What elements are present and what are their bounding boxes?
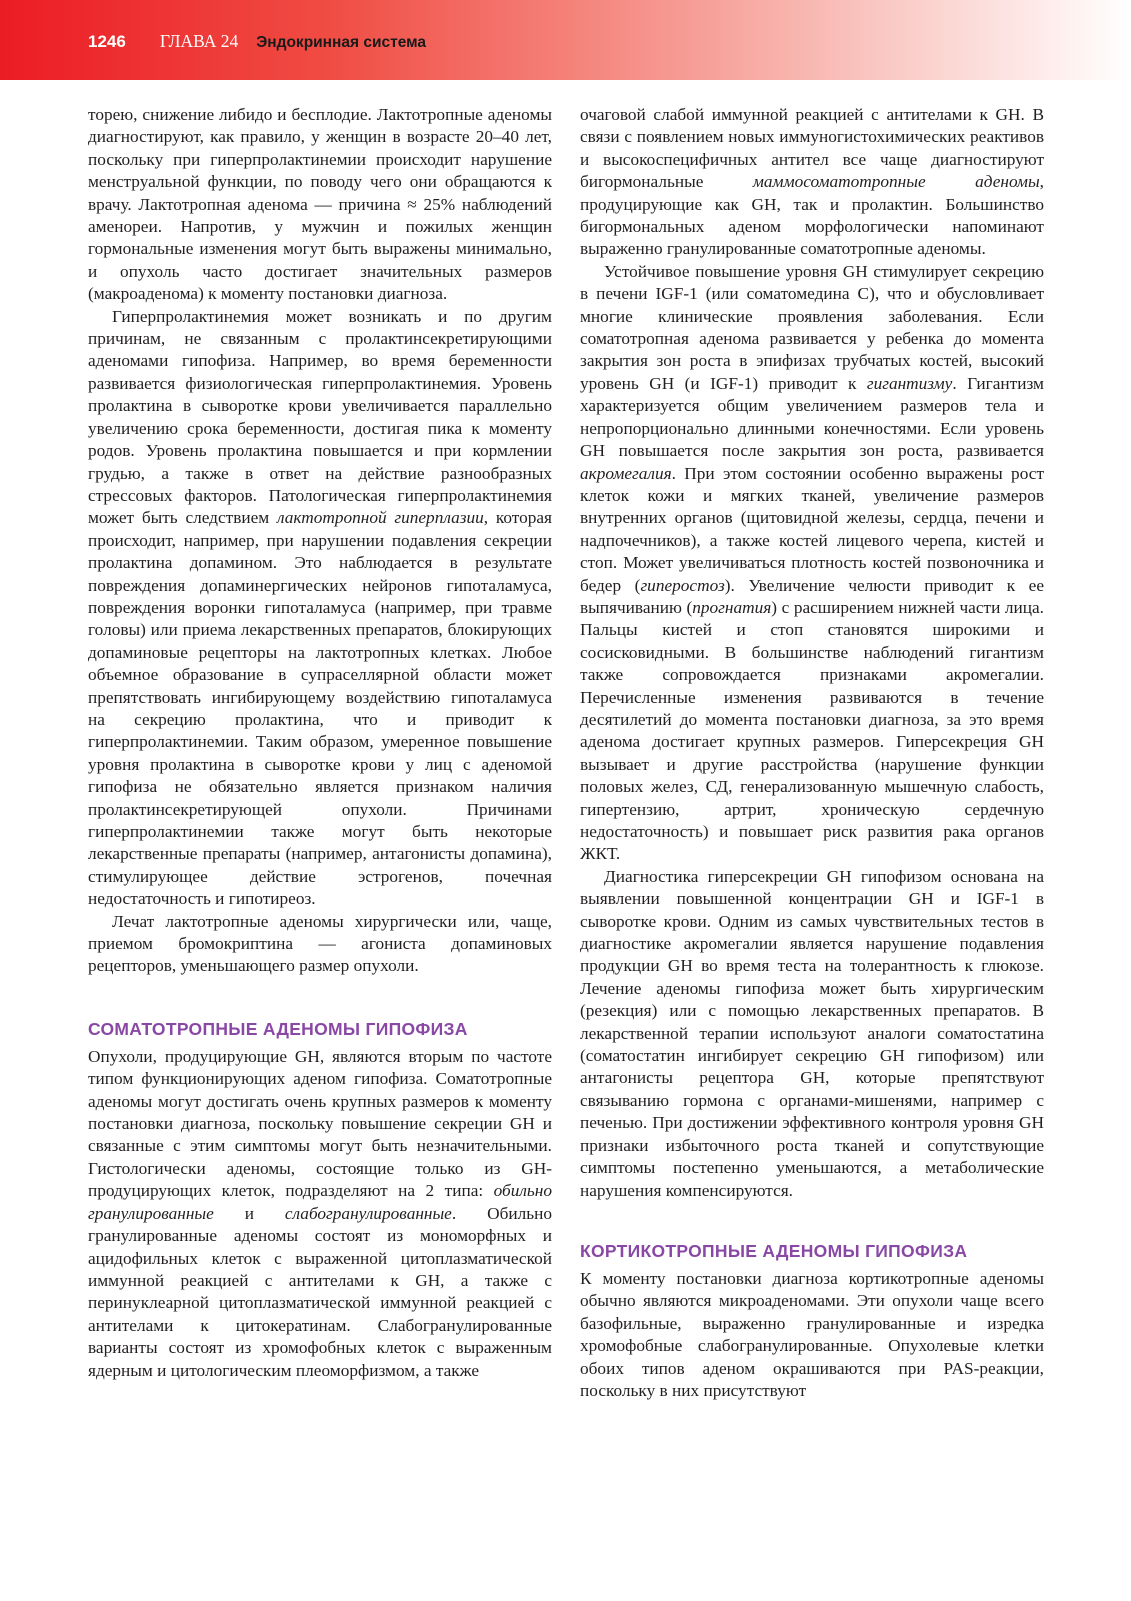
paragraph: К моменту постановки диагноза кортикотропные аденомы обычно являются микроаденомами. Эти опухоли чаще всего базофильные, выраженно гранулированные и изредка хромофобные слабогранулированные. Опухолевые клетки обоих типов аденом окрашиваются при PAS-реакции, поскольку в них присутствуют (580, 1268, 1044, 1400)
paragraph: очаговой слабой иммунной реакцией с антителами к GH. В связи с появлением новых иммуногистохимических реактивов и высокоспецифичных антител все чаще диагностируют бигормональные маммосоматотропные аденомы, продуцирующие как GH, так и пролактин. Большинство бигормональных аденом морфологически напоминают выраженно гранулированные соматотропные аденомы. (580, 105, 1044, 259)
chapter-title: Эндокринная система (256, 34, 427, 51)
chapter-label: ГЛАВА 24 (159, 31, 239, 51)
left-column (88, 104, 552, 1382)
emphasis: прогнатия (692, 597, 772, 617)
emphasis: обильно гранулированные (88, 1181, 552, 1223)
emphasis: гигантизму (866, 373, 953, 393)
emphasis: акромегалия (580, 463, 672, 483)
page-number: 1246 (88, 32, 126, 51)
paragraph: Гиперпролактинемия может возникать и по другим причинам, не связанным с пролактинсекретирующими аденомами гипофиза. Например, во время беременности развивается физиологическая гиперпролактинемия. Уровень пролактина в сыворотке крови увеличивается параллельно увеличению срока беременности, достигая пика к моменту родов. Уровень пролактина повышается и при кормлении грудью, а также в ответ на действие разнообразных стрессовых факторов. Патологическая гиперпролактинемия может быть следствием лактотропной гиперплазии, которая происходит, например, при нарушении подавления секреции пролактина допамином. Это наблюдается в результате повреждения допаминергических нейронов гипоталамуса, повреждения воронки гипоталамуса (например, при травме головы) или приема лекарственных препаратов, блокирующих допаминовые рецепторы на лактотропных клетках. Любое объемное образование в супраселлярной области может препятствовать ингибирующему воздействию гипоталамуса на секрецию пролактина, что и приводит к гиперпролактинемии. Таким образом, умеренное повышение уровня пролактина в сыворотке крови у лиц с аденомой гипофиза не обязательно является признаком наличия пролактинсекретирующей опухоли. Причинами гиперпролактинемии также могут быть некоторые лекарственные препараты (например, антагонисты допамина), стимулирующее действие эстрогенов, почечная недостаточность и гипотиреоз. (88, 306, 553, 909)
emphasis: маммосоматотропные аденомы (752, 172, 1040, 192)
section-heading: СОМАТОТРОПНЫЕ АДЕНОМЫ ГИПОФИЗА (88, 1018, 468, 1039)
paragraph: Диагностика гиперсекреции GH гипофизом основана на выявлении повышенной концентрации GH и IGF-1 в сыворотке крови. Одним из самых чувствительных тестов в диагностике акромегалии является нарушение подавления продукции GH во время теста на толерантность к глюкозе. Лечение аденомы гипофиза может быть хирургическим (резекция) или с помощью лекарственных препаратов. В лекарственной терапии используют аналоги соматостатина (соматостатин ингибирует секрецию GH гипофизом) или антагонисты рецептора GH, которые препятствуют связыванию гормона с органами-мишенями, например с печенью. При достижении эффективного контроля уровня GH признаки избыточного роста тканей и сопутствующие симптомы постепенно уменьшаются, а метаболические нарушения компенсируются. (580, 866, 1044, 1200)
paragraph: Устойчивое повышение уровня GH стимулирует секрецию в печени IGF-1 (или соматомедина С), что и обусловливает многие клинические проявления заболевания. Если соматотропная аденома развивается у ребенка до момента закрытия зон роста в эпифизах трубчатых костей, высокий уровень GH (и IGF-1) приводит к гигантизму. Гигантизм характеризуется общим увеличением размеров тела и непропорционально длинными конечностями. Если уровень GH повышается после закрытия зон роста, развивается акромегалия. При этом состоянии особенно выражены рост клеток кожи и мягких тканей, увеличение размеров внутренних органов (щитовидной железы, сердца, печени и надпочечников), а также костей лицевого черепа, кистей и стоп. Может увеличиваться плотность костей позвоночника и бедер (гиперостоз). Увеличение челюсти приводит к ее выпячиванию (прогнатия) с расширением нижней части лица. Пальцы кистей и стоп становятся широкими и сосисковидными. В большинстве наблюдений гигантизм также сопровождается признаками акромегалии. Перечисленные изменения развиваются в течение десятилетий до момента постановки диагноза, за это время аденома достигает крупных размеров. Гиперсекреция GH вызывает и другие расстройства (нарушение функции половых желез, СД, генерализованную мышечную слабость, гипертензию, артрит, хроническую сердечную недостаточность) и повышает риск развития рака органов ЖКТ. (580, 261, 1045, 864)
paragraph: Опухоли, продуцирующие GH, являются вторым по частоте типом функционирующих аденом гипофиза. Соматотропные аденомы могут достигать очень крупных размеров к моменту постановки диагноза, поскольку повышение секреции GH и связанные с этим симптомы могут быть незначительными. Гистологически аденомы, состоящие только из GH-продуцирующих клеток, подразделяют на 2 типа: обильно гранулированные и слабогранулированные. Обильно гранулированные аденомы состоят из мономорфных и ацидофильных клеток с выраженной цитоплазматической иммунной реакцией с антителами к GH, а также с перинуклеарной цитоплазматической иммунной реакцией с антителами к цитокератинам. Слабогранулированные варианты состоят из хромофобных клеток с выраженным ядерным и цитологическим плеоморфизмом, а также (88, 1046, 553, 1380)
emphasis: лактотропной гиперплазии (276, 508, 484, 528)
emphasis: гиперостоз (640, 575, 725, 595)
section-heading: КОРТИКОТРОПНЫЕ АДЕНОМЫ ГИПОФИЗА (580, 1240, 968, 1261)
paragraph: Лечат лактотропные аденомы хирургически или, чаще, приемом бромокриптина — агониста допаминовых рецепторов, уменьшающего размер опухоли. (88, 911, 552, 976)
running-head (88, 31, 426, 57)
emphasis: слабогранулированные (284, 1203, 452, 1223)
page-header (0, 0, 1131, 80)
paragraph: торею, снижение либидо и бесплодие. Лактотропные аденомы диагностируют, как правило, у женщин в возрасте 20–40 лет, поскольку при гиперпролактинемии происходит нарушение менструальной функции, по поводу чего они обращаются к врачу. Лактотропная аденома — причина ≈ 25% наблюдений аменореи. Напротив, у мужчин и пожилых женщин гормональные изменения могут быть выражены минимально, и опухоль часто достигает значительных размеров (макроаденома) к моменту постановки диагноза. (88, 105, 552, 304)
right-column (580, 104, 1044, 1402)
